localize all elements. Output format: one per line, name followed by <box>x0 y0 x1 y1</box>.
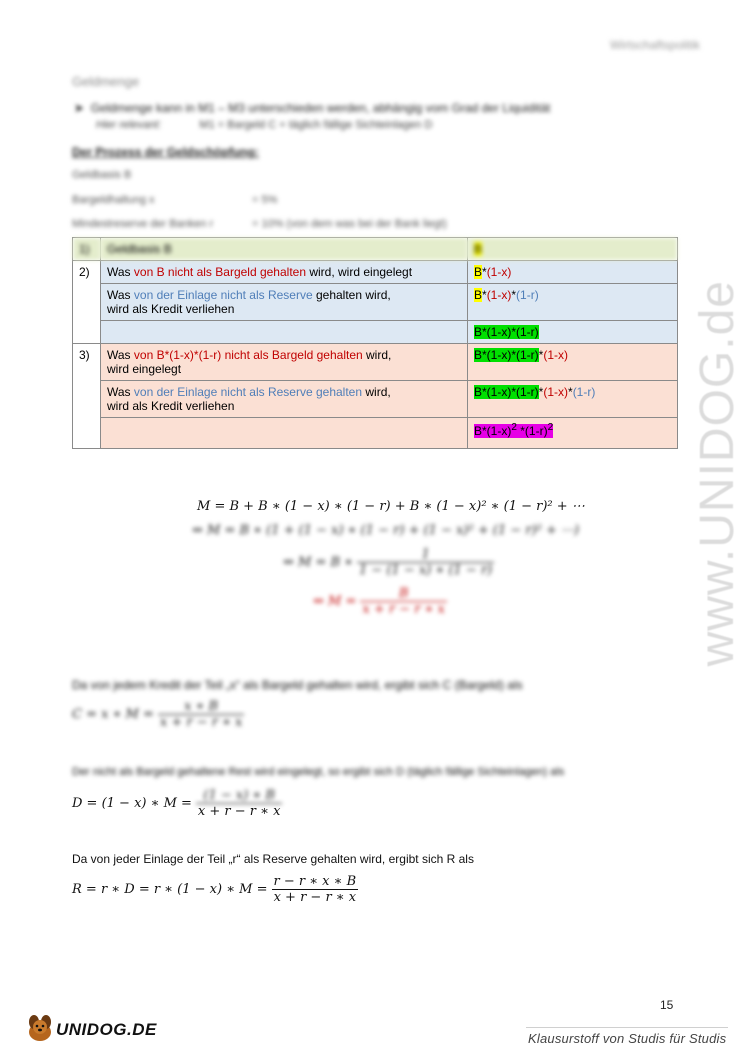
value-sum-magenta <box>474 424 553 438</box>
dog-icon <box>24 1012 56 1044</box>
row-description <box>101 381 468 418</box>
desc-text: wird, wird eingelegt <box>306 265 413 279</box>
numerator: r − r ∗ x ∗ B <box>273 874 357 889</box>
denominator: x + r − r ∗ x <box>159 715 243 730</box>
formula-lhs: D = (1 − x) ∗ M = <box>72 796 192 811</box>
formula-lhs: ⇔ M = <box>313 594 357 609</box>
formula-m-factored: ⇔ M = B ∗ (1 + (1 − x) ∗ (1 − r) + (1 − x)² + (1 − r)² + ⋯) <box>192 523 580 538</box>
bullet-sub-label: Hier relevant: <box>96 119 162 131</box>
footer-tagline: Klausurstoff von Studis für Studis <box>528 1031 727 1046</box>
row-value <box>468 261 678 284</box>
row-value <box>468 238 678 261</box>
row-value <box>468 344 678 381</box>
value-green: B*(1-x)*(1-r) <box>474 385 539 399</box>
fraction <box>196 788 283 819</box>
table-row-2b <box>73 284 678 321</box>
c-explanation: Da von jedem Kredit der Teil „x“ als Bargeld gehalten wird, ergibt sich C (Bargeld) als <box>72 678 523 692</box>
desc-text: Was <box>107 385 134 399</box>
table-row-2a <box>73 261 678 284</box>
desc-red-text: von B*(1-x)*(1-r) nicht als Bargeld gehalten <box>133 348 363 362</box>
desc-blue-text: von der Einlage nicht als Reserve <box>133 288 313 302</box>
param-label: Geldbasis B <box>72 169 132 181</box>
fraction <box>360 586 447 617</box>
formula-m-series: M = B + B ∗ (1 − x) ∗ (1 − r) + B ∗ (1 − x)² ∗ (1 − r)² + ⋯ <box>197 499 585 514</box>
value-op: * <box>538 348 544 362</box>
numerator: x ∗ B <box>158 699 245 715</box>
denominator: x + r − r ∗ x <box>273 890 357 905</box>
param-value: = 10% (von dem was bei der Bank liegt) <box>252 218 447 230</box>
row-value <box>468 381 678 418</box>
desc-text: gehalten wird, <box>312 288 391 302</box>
sum-exponent: 2 <box>547 422 554 433</box>
formula-c <box>72 699 244 730</box>
desc-text: Was <box>107 348 134 362</box>
formula-lhs: C = x ∗ M = <box>72 707 154 722</box>
value-op: * <box>511 288 517 302</box>
desc-text: wird als Kredit verliehen <box>107 399 235 413</box>
value-red: (1-x) <box>543 348 569 362</box>
row-number: 3) <box>73 344 101 449</box>
formula-d <box>72 788 282 819</box>
header-title: Wirtschaftspolitik <box>609 38 700 52</box>
formula-lhs: ⇔ M = B ∗ <box>283 555 354 570</box>
desc-text: Was <box>107 288 134 302</box>
numerator: (1 − x) ∗ B <box>196 788 283 804</box>
param-row <box>72 218 447 230</box>
param-label: Mindestreserve der Banken r <box>72 218 214 230</box>
bullet-text: Geldmenge kann in M1 – M3 unterschieden werden, abhängig vom Grad der Liquidität <box>90 101 551 115</box>
desc-text: wird, <box>362 348 392 362</box>
process-heading: Der Prozess der Geldschöpfung: <box>72 145 259 159</box>
value-blue: (1-r) <box>516 288 539 302</box>
row-description <box>101 284 468 321</box>
denominator: 1 − (1 − x) ∗ (1 − r) <box>359 563 493 578</box>
table-row-1 <box>73 238 678 261</box>
row-description: Geldbasis B <box>101 238 468 261</box>
row-description <box>101 261 468 284</box>
value-b: B <box>474 288 483 302</box>
table-row-2c <box>73 321 678 344</box>
row-value <box>468 284 678 321</box>
sum-exponent: 2 <box>511 422 517 433</box>
param-label: Bargeldhaltung x <box>72 194 155 206</box>
table-row-3a <box>73 344 678 381</box>
page-number: 15 <box>660 998 674 1012</box>
value-b: B <box>474 265 483 279</box>
row-value <box>468 418 678 449</box>
footer-divider <box>526 1027 728 1028</box>
arrow-bullet-icon: ➤ <box>74 101 91 115</box>
sum-mid: *(1-r) <box>516 424 548 438</box>
value-green: B*(1-x)*(1-r) <box>474 348 539 362</box>
bullet-sub-value: M1 = Bargeld C + täglich fällige Sichteinlagen D <box>199 119 433 131</box>
row-value <box>468 321 678 344</box>
value-red: (1-x) <box>486 288 512 302</box>
logo-text: UNIDOG.DE <box>56 1020 157 1039</box>
formula-lhs: R = r ∗ D = r ∗ (1 − x) ∗ M = <box>72 882 268 897</box>
fraction <box>357 547 494 578</box>
value-sum: B*(1-x)*(1-r) <box>474 325 539 339</box>
table-row-3c <box>73 418 678 449</box>
denominator: x + r − r ∗ x <box>197 804 281 819</box>
r-explanation: Da von jeder Einlage der Teil „r“ als Reserve gehalten wird, ergibt sich R als <box>72 852 474 866</box>
row-description <box>101 344 468 381</box>
watermark <box>690 280 744 730</box>
param-row <box>72 194 278 206</box>
numerator: B <box>360 586 447 602</box>
desc-blue-text: von der Einlage nicht als Reserve gehalten <box>133 385 363 399</box>
row-description <box>101 321 468 344</box>
value-red: (1-x) <box>543 385 569 399</box>
desc-text: Was <box>107 265 134 279</box>
row-number: 2) <box>73 261 101 344</box>
value-blue: (1-r) <box>572 385 596 399</box>
formula-m-geometric <box>283 547 494 578</box>
denominator: x + r − r ∗ x <box>362 602 445 617</box>
bullet-item <box>74 101 550 115</box>
fraction <box>158 699 245 730</box>
fraction <box>272 874 359 905</box>
param-value: = 5% <box>252 194 278 206</box>
value-op: * <box>568 385 573 399</box>
watermark-text: www.UNIDOG.de <box>691 280 744 667</box>
value-op: * <box>482 288 487 302</box>
param-row <box>72 169 131 181</box>
unidog-logo <box>24 1012 157 1046</box>
desc-red-text: von B nicht als Bargeld gehalten <box>133 265 307 279</box>
value-red: (1-x) <box>486 265 512 279</box>
desc-text: wird eingelegt <box>107 362 182 376</box>
bullet-subline <box>96 119 432 131</box>
money-creation-table <box>72 237 678 449</box>
value-op: * <box>538 385 544 399</box>
value-op: * <box>482 265 487 279</box>
formula-m-final <box>313 586 447 617</box>
numerator: 1 <box>357 547 494 563</box>
desc-text: wird als Kredit verliehen <box>107 302 235 316</box>
sum-base: B*(1-x) <box>474 424 512 438</box>
row-number: 1) <box>73 238 101 261</box>
formula-r <box>72 874 358 905</box>
table-row-3b <box>73 381 678 418</box>
d-explanation: Der nicht als Bargeld gehaltene Rest wird eingelegt, so ergibt sich D (täglich fällige Sichteinlagen) als <box>72 766 565 778</box>
section-title: Geldmenge <box>72 74 140 89</box>
row-value-text: B <box>474 242 483 256</box>
desc-text: wird, <box>362 385 391 399</box>
row-description <box>101 418 468 449</box>
